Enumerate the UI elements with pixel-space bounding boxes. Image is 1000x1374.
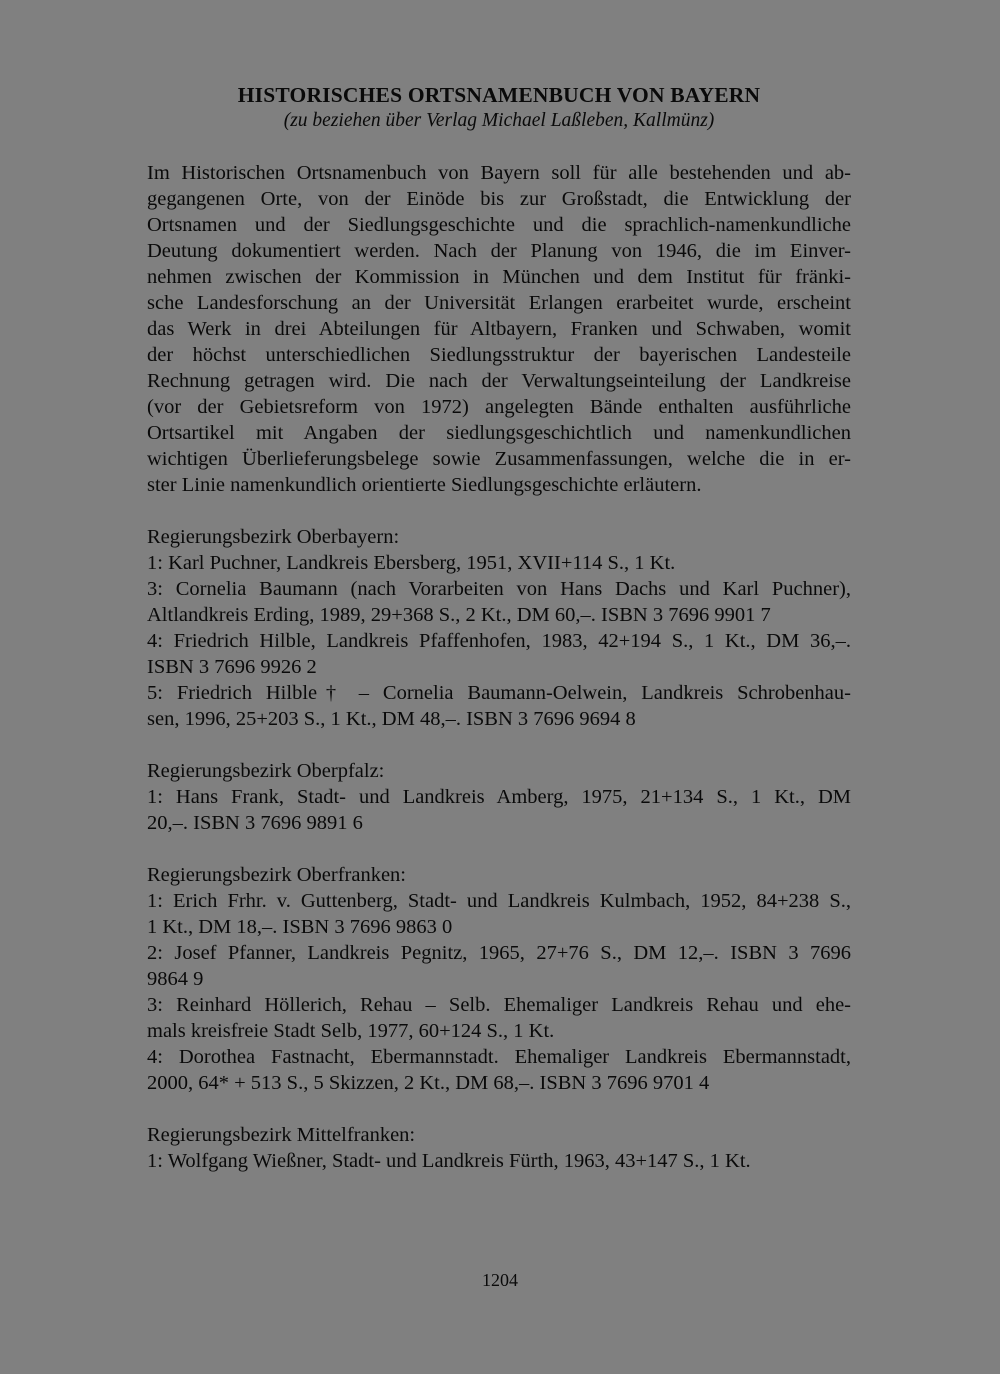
entry-line: 3: Cornelia Baumann (nach Vorarbeiten von Hans Dachs und Karl Puchner),: [147, 578, 851, 600]
entry-line: 20,–. ISBN 3 7696 9891 6: [147, 812, 363, 834]
document-page: [147, 82, 851, 1174]
intro-line: wichtigen Überlieferungsbelege sowie Zusammenfassungen, welche die in er-: [147, 448, 851, 470]
entry-line: Altlandkreis Erding, 1989, 29+368 S., 2 Kt., DM 60,–. ISBN 3 7696 9901 7: [147, 604, 771, 626]
bibliography-entry: [147, 680, 851, 732]
section-oberfranken: [147, 862, 851, 1096]
entry-line: 2: Josef Pfanner, Landkreis Pegnitz, 1965, 27+76 S., DM 12,–. ISBN 3 7696: [147, 942, 851, 964]
entry-line: 1: Hans Frank, Stadt- und Landkreis Amberg, 1975, 21+134 S., 1 Kt., DM: [147, 786, 851, 808]
section-heading: Regierungsbezirk Oberfranken:: [147, 864, 406, 886]
intro-line: Rechnung getragen wird. Die nach der Verwaltungseinteilung der Landkreise: [147, 370, 851, 392]
page-subtitle: (zu beziehen über Verlag Michael Laßleben, Kallmünz): [283, 110, 715, 131]
bibliography-entry: [147, 992, 851, 1044]
bibliography-entry: [147, 576, 851, 628]
entry-line: 4: Friedrich Hilble, Landkreis Pfaffenhofen, 1983, 42+194 S., 1 Kt., DM 36,–.: [147, 630, 851, 652]
entry-line: 3: Reinhard Höllerich, Rehau – Selb. Ehemaliger Landkreis Rehau und ehe-: [147, 994, 851, 1016]
entry-line: 1: Erich Frhr. v. Guttenberg, Stadt- und Landkreis Kulmbach, 1952, 84+238 S.,: [147, 890, 851, 912]
entry-line: 1 Kt., DM 18,–. ISBN 3 7696 9863 0: [147, 916, 453, 938]
bibliography-entry: [147, 550, 851, 576]
entry-line: 1: Karl Puchner, Landkreis Ebersberg, 1951, XVII+114 S., 1 Kt.: [147, 552, 676, 574]
page-number: 1204: [482, 1270, 518, 1290]
section-oberpfalz: [147, 758, 851, 836]
entry-line: 5: Friedrich Hilble† – Cornelia Baumann-Oelwein, Landkreis Schrobenhau-: [147, 682, 851, 704]
intro-line: Im Historischen Ortsnamenbuch von Bayern soll für alle bestehenden und ab-: [147, 162, 851, 184]
bibliography-entry: [147, 1148, 851, 1174]
bibliography-entry: [147, 1044, 851, 1096]
bibliography-entry: [147, 940, 851, 992]
intro-line: der höchst unterschiedlichen Siedlungsstruktur der bayerischen Landesteile: [147, 344, 851, 366]
entry-line: sen, 1996, 25+203 S., 1 Kt., DM 48,–. ISBN 3 7696 9694 8: [147, 708, 636, 730]
entry-line: 9864 9: [147, 968, 204, 990]
page-title: HISTORISCHES ORTSNAMENBUCH VON BAYERN: [237, 83, 761, 107]
intro-line: Ortsnamen und der Siedlungsgeschichte und die sprachlich-namenkundliche: [147, 214, 851, 236]
bibliography-entry: [147, 888, 851, 940]
section-heading: Regierungsbezirk Oberpfalz:: [147, 760, 385, 782]
bibliography-entry: [147, 628, 851, 680]
intro-line: Deutung dokumentiert werden. Nach der Planung von 1946, die im Einver-: [147, 240, 851, 262]
intro-line: ster Linie namenkundlich orientierte Siedlungsgeschichte erläutern.: [147, 474, 702, 496]
entry-line: mals kreisfreie Stadt Selb, 1977, 60+124 S., 1 Kt.: [147, 1020, 555, 1042]
entry-line: ISBN 3 7696 9926 2: [147, 656, 317, 678]
bibliography-entry: [147, 784, 851, 836]
entry-line: 4: Dorothea Fastnacht, Ebermannstadt. Ehemaliger Landkreis Ebermannstadt,: [147, 1046, 851, 1068]
intro-line: nehmen zwischen der Kommission in München und dem Institut für fränki-: [147, 266, 851, 288]
intro-line: Ortsartikel mit Angaben der siedlungsgeschichtlich und namenkundlichen: [147, 422, 851, 444]
intro-line: sche Landesforschung an der Universität Erlangen erarbeitet wurde, erscheint: [147, 292, 851, 314]
entry-line: 1: Wolfgang Wießner, Stadt- und Landkreis Fürth, 1963, 43+147 S., 1 Kt.: [147, 1150, 751, 1172]
intro-paragraph: [147, 160, 851, 498]
section-mittelfranken: [147, 1122, 851, 1174]
section-heading: Regierungsbezirk Oberbayern:: [147, 526, 400, 548]
section-heading: Regierungsbezirk Mittelfranken:: [147, 1124, 416, 1146]
intro-line: (vor der Gebietsreform von 1972) angelegten Bände enthalten ausführliche: [147, 396, 851, 418]
intro-line: das Werk in drei Abteilungen für Altbayern, Franken und Schwaben, womit: [147, 318, 851, 340]
entry-line: 2000, 64* + 513 S., 5 Skizzen, 2 Kt., DM 68,–. ISBN 3 7696 9701 4: [147, 1072, 710, 1094]
section-oberbayern: [147, 524, 851, 732]
intro-line: gegangenen Orte, von der Einöde bis zur Großstadt, die Entwicklung der: [147, 188, 851, 210]
